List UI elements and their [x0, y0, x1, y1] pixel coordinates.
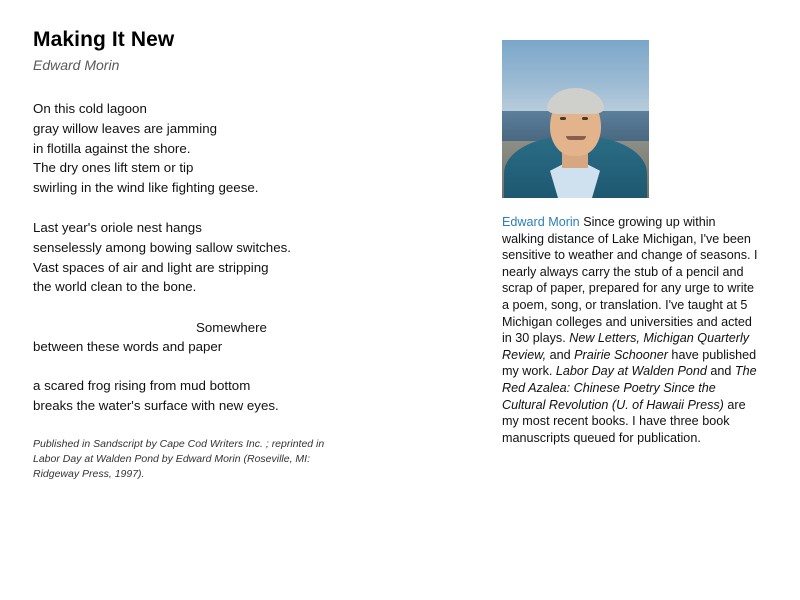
poem-stanza-4 — [33, 376, 453, 415]
poem-line: Last year's oriole nest hangs — [33, 220, 202, 236]
bio-text-part-3: have published my work. — [502, 347, 757, 379]
author-bio — [502, 214, 758, 446]
poem-line: in flotilla against the shore. — [33, 140, 191, 156]
bio-text-part-4: and — [706, 364, 735, 379]
publication-credit: Published in Sandscript by Cape Cod Writers Inc. ; reprinted in Labor Day at Walden Pond by Edward Morin (Roseville, MI: Ridgeway Press, 1997). — [33, 438, 325, 481]
poem-line: gray willow leaves are jamming — [33, 121, 218, 137]
bio-author-name: Edward Morin — [502, 215, 580, 229]
poem-author: Edward Morin — [33, 57, 120, 74]
poem-line: The dry ones lift stem or tip — [33, 160, 194, 176]
bio-text-part-1: Since growing up within walking distance of Lake Michigan, I've been sensitive to weather and change of seasons. I nearly always carry the stub of a pencil and scrap of paper, prepared for any urge to write a poem, song, or translation. I've taught at 5 Michigan colleges and universities and acted in 30 plays. — [502, 215, 758, 346]
poem-stanza-2 — [33, 218, 453, 296]
poem-line: swirling in the wind like fighting geese. — [33, 179, 259, 195]
bio-italic-journals: New Letters, Michigan Quarterly Review, — [502, 331, 750, 362]
poem-column — [33, 28, 453, 482]
poem-line: a scared frog rising from mud bottom — [33, 378, 251, 394]
poem-line: Somewhere — [196, 319, 267, 335]
bio-italic-red-azalea: The Red Azalea: Chinese Poetry Since the Cultural Revolution (U. of Hawaii Press) — [502, 364, 757, 412]
poem-line: between these words and paper — [33, 339, 223, 355]
photo-person-eye-right — [582, 117, 588, 120]
author-portrait-photo — [502, 40, 649, 198]
poem-line: breaks the water's surface with new eyes. — [33, 397, 279, 413]
bio-italic-labor-day: Labor Day at Walden Pond — [555, 364, 707, 379]
poem-line: the world clean to the bone. — [33, 279, 197, 295]
photo-person-mouth — [566, 136, 586, 140]
poem-line: senselessly among bowing sallow switches. — [33, 240, 291, 256]
bio-column — [502, 40, 760, 446]
poem-stanza-1 — [33, 99, 453, 197]
poem-line: Vast spaces of air and light are stripping — [33, 259, 269, 275]
poem-line: On this cold lagoon — [33, 101, 147, 117]
bio-text-part-5: are my most recent books. I have three book manuscripts queued for publication. — [502, 397, 746, 445]
photo-person-eye-left — [560, 117, 566, 120]
bio-italic-prairie-schooner: Prairie Schooner — [574, 347, 668, 362]
poem-stanza-3 — [33, 318, 453, 357]
page-title: Making It New — [33, 28, 175, 51]
bio-text-part-2: and — [546, 347, 575, 362]
